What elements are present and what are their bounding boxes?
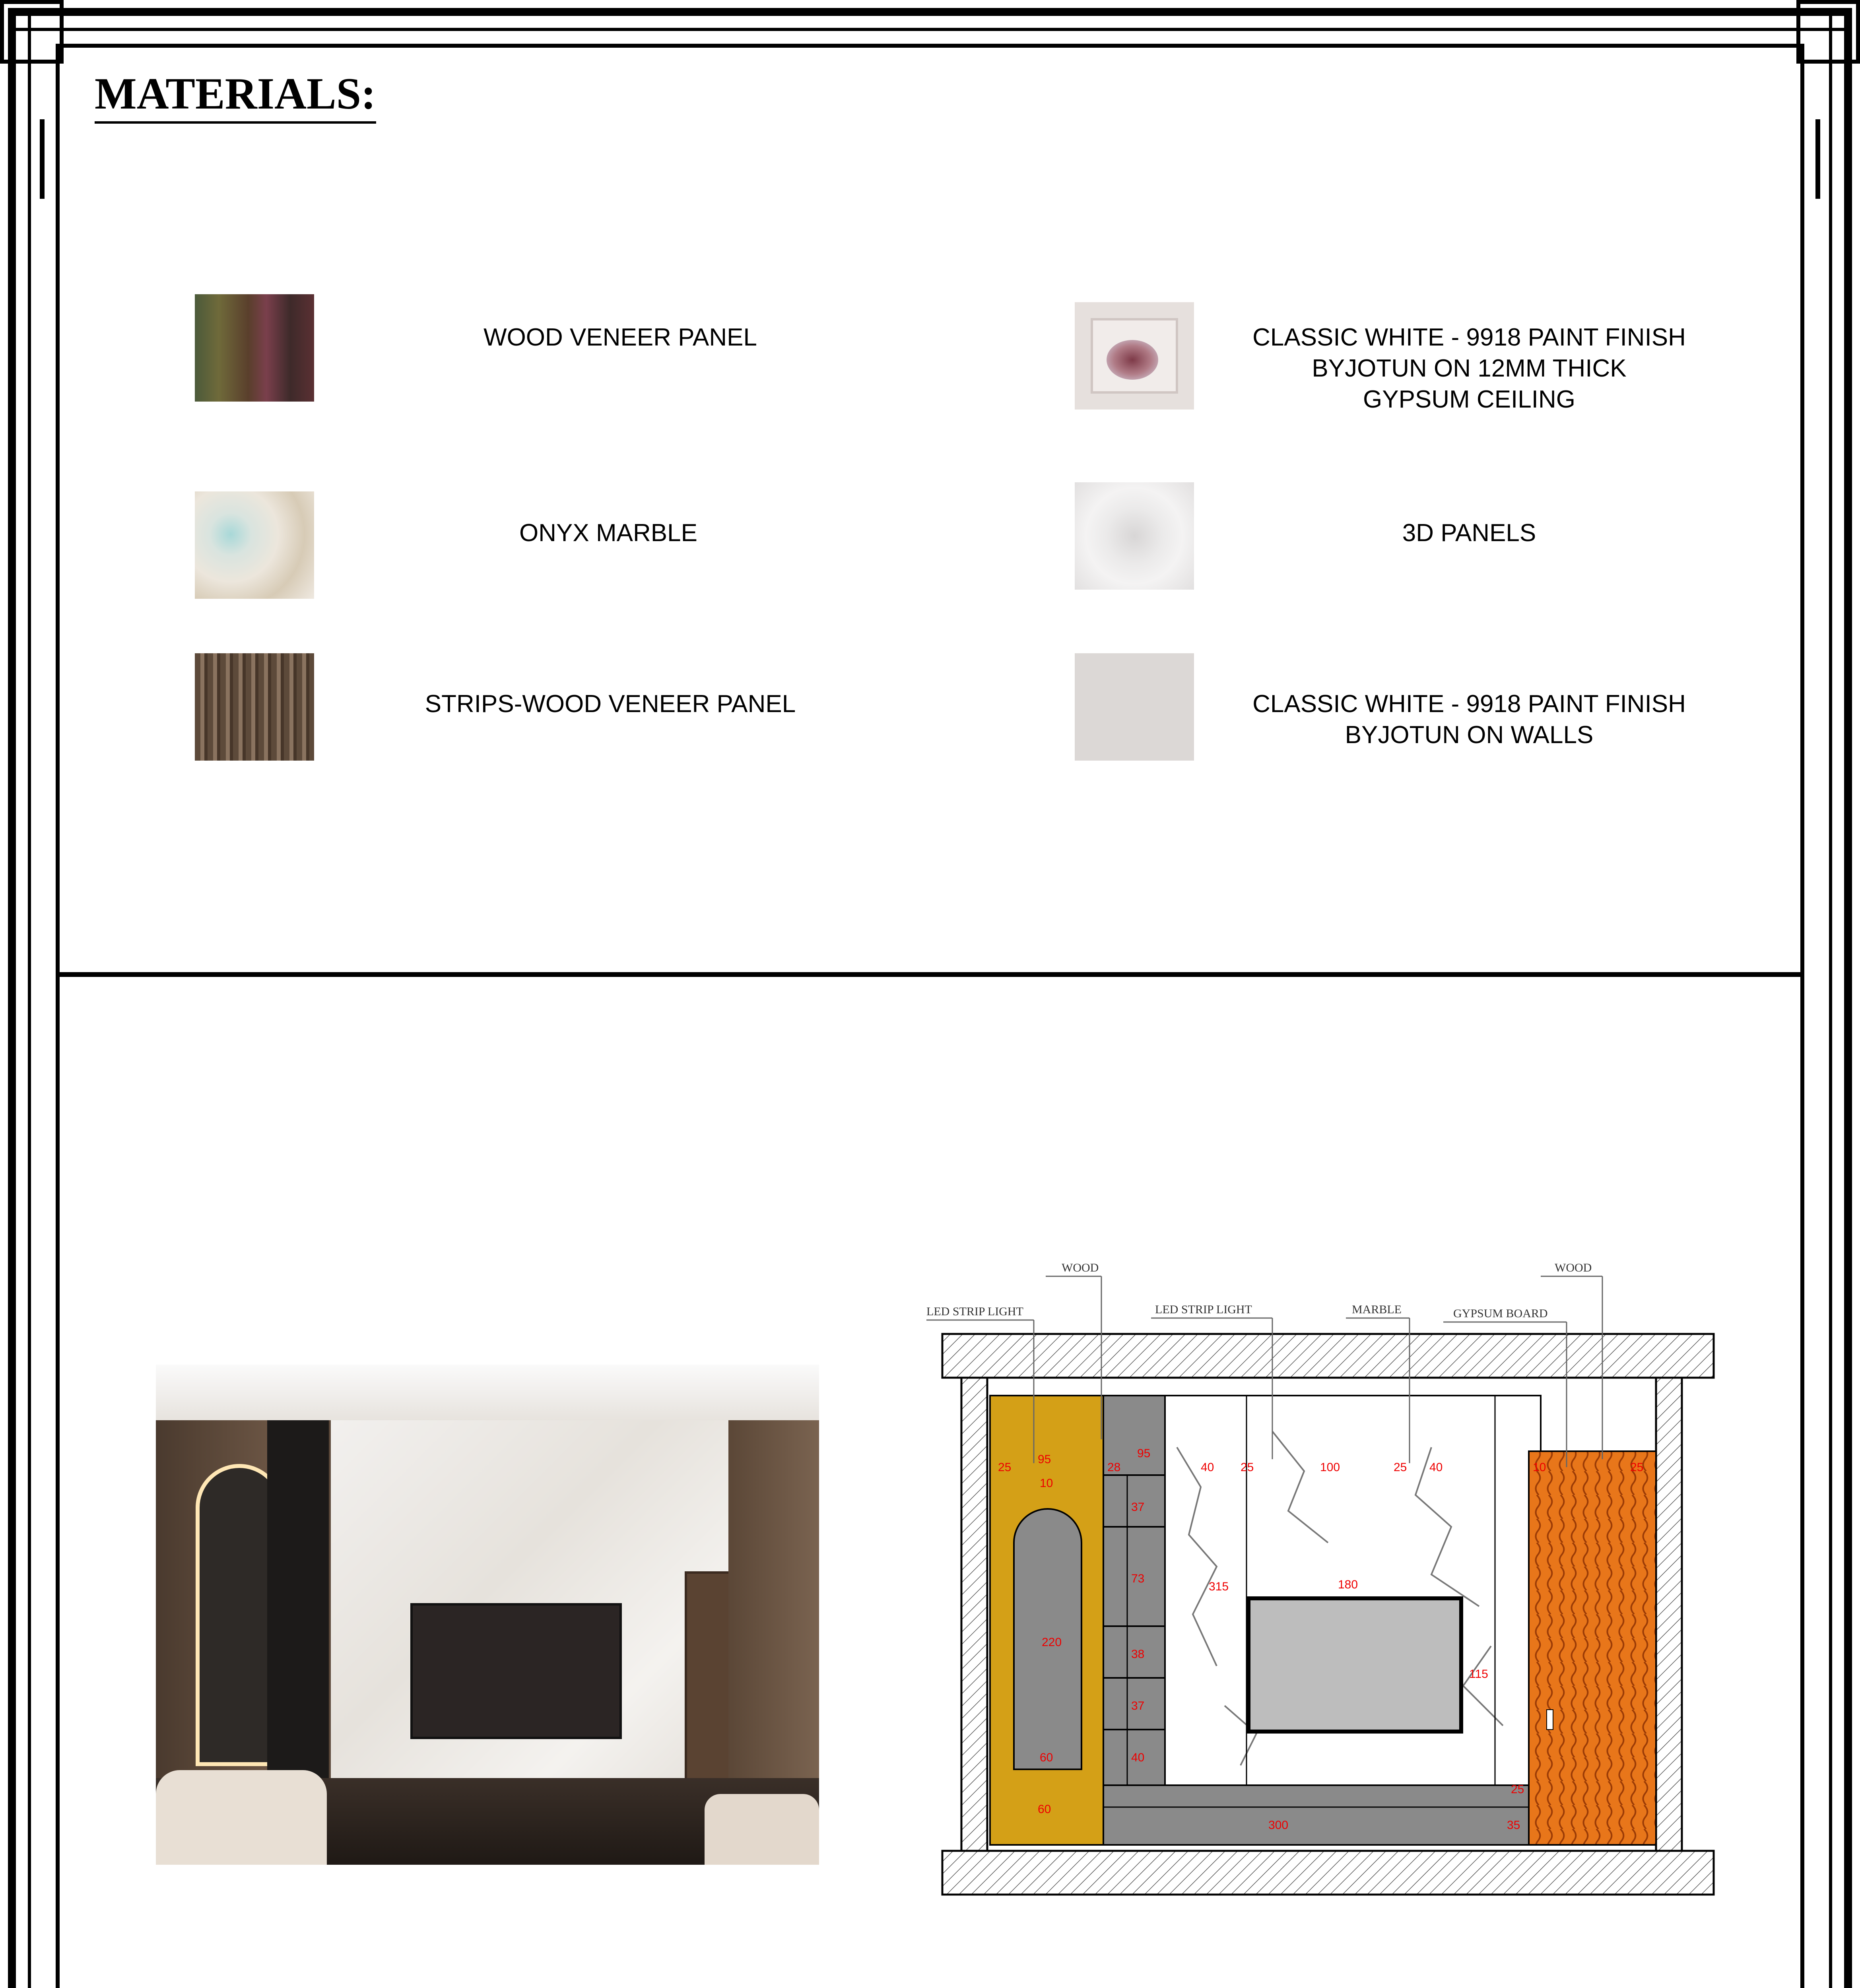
dim-label: 35 <box>1507 1819 1520 1832</box>
callout-led-left: LED STRIP LIGHT <box>926 1305 1023 1318</box>
right-wood-panel <box>1529 1451 1656 1845</box>
dim-label: 115 <box>1469 1668 1488 1681</box>
dim-label: 25 <box>1394 1461 1407 1474</box>
dim-label: 37 <box>1131 1699 1145 1712</box>
dim-label: 40 <box>1131 1751 1145 1764</box>
dim-label: 40 <box>1201 1461 1214 1474</box>
material-label-white-wall: CLASSIC WHITE - 9918 PAINT FINISH BYJOTUN ON WALLS <box>1252 690 1686 749</box>
callout-gypsum: GYPSUM BOARD <box>1453 1307 1548 1320</box>
material-label-strips-wood: STRIPS-WOOD VENEER PANEL <box>425 690 796 718</box>
dim-label: 28 <box>1107 1461 1121 1474</box>
interior-render <box>156 1365 819 1865</box>
strips-wood-swatch <box>195 653 314 761</box>
dim-label: 95 <box>1038 1453 1051 1466</box>
tv-screen <box>1248 1598 1461 1732</box>
3d-panels-swatch <box>1075 482 1194 590</box>
callout-wood-left: WOOD <box>1062 1261 1099 1274</box>
shelving-column <box>1103 1396 1165 1785</box>
dim-label: 10 <box>1040 1477 1053 1490</box>
elevation-drawing <box>914 1209 1749 1924</box>
dim-label: 300 <box>1268 1819 1289 1832</box>
dim-label: 60 <box>1038 1803 1051 1816</box>
gypsum-ceiling-swatch <box>1075 302 1194 410</box>
dim-label: 37 <box>1131 1501 1145 1514</box>
dim-label: 180 <box>1338 1578 1358 1591</box>
material-label-gypsum-ceiling: CLASSIC WHITE - 9918 PAINT FINISH BYJOTUN ON 12MM THICK GYPSUM CEILING <box>1252 324 1686 413</box>
left-wall <box>961 1378 987 1851</box>
dim-label: 315 <box>1209 1580 1229 1593</box>
callout-wood-right: WOOD <box>1555 1261 1592 1274</box>
dim-label: 25 <box>998 1461 1012 1474</box>
callout-marble: MARBLE <box>1352 1303 1402 1316</box>
dim-label: 60 <box>1040 1751 1053 1764</box>
materials-heading-underline <box>95 121 376 124</box>
tv-console <box>1103 1785 1545 1845</box>
dim-label: 10 <box>1533 1461 1546 1474</box>
floor-slab <box>942 1851 1714 1895</box>
dim-label: 95 <box>1137 1447 1151 1460</box>
material-label-wood-veneer: WOOD VENEER PANEL <box>483 324 757 351</box>
wood-veneer-swatch <box>195 294 314 402</box>
dim-label: 40 <box>1429 1461 1443 1474</box>
white-wall-swatch <box>1075 653 1194 761</box>
dim-label: 38 <box>1131 1648 1145 1661</box>
dim-label: 25 <box>1241 1461 1254 1474</box>
dim-label: 220 <box>1042 1636 1062 1649</box>
dim-label: 100 <box>1320 1461 1340 1474</box>
right-wall <box>1656 1378 1682 1851</box>
callout-led-mid: LED STRIP LIGHT <box>1155 1303 1252 1316</box>
onyx-marble-swatch <box>195 491 314 599</box>
material-label-onyx-marble: ONYX MARBLE <box>519 519 697 547</box>
dim-label: 73 <box>1131 1572 1145 1585</box>
section-divider <box>56 972 1804 977</box>
material-label-3d-panels: 3D PANELS <box>1402 519 1536 547</box>
dim-label: 25 <box>1630 1461 1644 1474</box>
dim-label: 25 <box>1511 1783 1524 1796</box>
materials-heading: MATERIALS: <box>95 69 376 118</box>
ceiling-slab <box>942 1334 1714 1378</box>
